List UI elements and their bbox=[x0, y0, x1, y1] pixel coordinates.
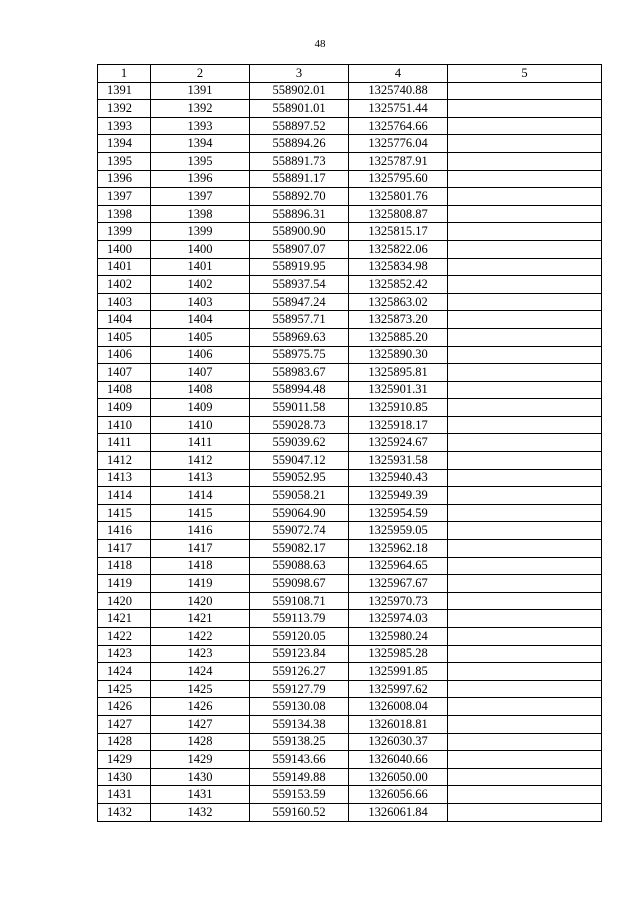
table-row bbox=[98, 610, 602, 628]
note-cell bbox=[448, 452, 602, 470]
y-coordinate-cell: 1325962.18 bbox=[349, 540, 448, 558]
y-coordinate-cell: 1325954.59 bbox=[349, 504, 448, 522]
note-cell bbox=[448, 540, 602, 558]
note-cell bbox=[448, 346, 602, 364]
x-coordinate-cell: 558891.17 bbox=[250, 170, 349, 188]
point-id-cell: 1398 bbox=[151, 205, 250, 223]
table-row bbox=[98, 680, 602, 698]
table-row bbox=[98, 381, 602, 399]
point-number-cell: 1402 bbox=[98, 276, 151, 294]
note-cell bbox=[448, 522, 602, 540]
point-number-cell: 1424 bbox=[98, 663, 151, 681]
table-row bbox=[98, 557, 602, 575]
table-row bbox=[98, 751, 602, 769]
note-cell bbox=[448, 663, 602, 681]
table-row bbox=[98, 715, 602, 733]
point-number-cell: 1407 bbox=[98, 364, 151, 382]
table-row bbox=[98, 469, 602, 487]
y-coordinate-cell: 1325787.91 bbox=[349, 152, 448, 170]
point-id-cell: 1392 bbox=[151, 100, 250, 118]
point-number-cell: 1400 bbox=[98, 240, 151, 258]
header-row bbox=[98, 65, 602, 83]
table-row bbox=[98, 487, 602, 505]
note-cell bbox=[448, 504, 602, 522]
point-number-cell: 1392 bbox=[98, 100, 151, 118]
y-coordinate-cell: 1326050.00 bbox=[349, 768, 448, 786]
x-coordinate-cell: 558969.63 bbox=[250, 328, 349, 346]
point-id-cell: 1399 bbox=[151, 223, 250, 241]
point-number-cell: 1419 bbox=[98, 575, 151, 593]
table-row bbox=[98, 733, 602, 751]
note-cell bbox=[448, 803, 602, 821]
table-row bbox=[98, 188, 602, 206]
x-coordinate-cell: 559098.67 bbox=[250, 575, 349, 593]
note-cell bbox=[448, 381, 602, 399]
point-number-cell: 1405 bbox=[98, 328, 151, 346]
point-number-cell: 1395 bbox=[98, 152, 151, 170]
point-id-cell: 1426 bbox=[151, 698, 250, 716]
y-coordinate-cell: 1325895.81 bbox=[349, 364, 448, 382]
point-number-cell: 1432 bbox=[98, 803, 151, 821]
y-coordinate-cell: 1325910.85 bbox=[349, 399, 448, 417]
x-coordinate-cell: 558994.48 bbox=[250, 381, 349, 399]
y-coordinate-cell: 1325901.31 bbox=[349, 381, 448, 399]
y-coordinate-cell: 1325918.17 bbox=[349, 416, 448, 434]
table-row bbox=[98, 240, 602, 258]
x-coordinate-cell: 558907.07 bbox=[250, 240, 349, 258]
note-cell bbox=[448, 786, 602, 804]
point-id-cell: 1422 bbox=[151, 628, 250, 646]
x-coordinate-cell: 559120.05 bbox=[250, 628, 349, 646]
table-row bbox=[98, 276, 602, 294]
point-id-cell: 1417 bbox=[151, 540, 250, 558]
y-coordinate-cell: 1325959.05 bbox=[349, 522, 448, 540]
table-body bbox=[98, 82, 602, 821]
point-id-cell: 1416 bbox=[151, 522, 250, 540]
point-number-cell: 1394 bbox=[98, 135, 151, 153]
y-coordinate-cell: 1325970.73 bbox=[349, 592, 448, 610]
x-coordinate-cell: 559149.88 bbox=[250, 768, 349, 786]
point-number-cell: 1413 bbox=[98, 469, 151, 487]
point-number-cell: 1431 bbox=[98, 786, 151, 804]
note-cell bbox=[448, 82, 602, 100]
table-row bbox=[98, 117, 602, 135]
point-id-cell: 1430 bbox=[151, 768, 250, 786]
y-coordinate-cell: 1325822.06 bbox=[349, 240, 448, 258]
point-number-cell: 1403 bbox=[98, 293, 151, 311]
x-coordinate-cell: 559130.08 bbox=[250, 698, 349, 716]
note-cell bbox=[448, 645, 602, 663]
y-coordinate-cell: 1325815.17 bbox=[349, 223, 448, 241]
y-coordinate-cell: 1326008.04 bbox=[349, 698, 448, 716]
x-coordinate-cell: 559113.79 bbox=[250, 610, 349, 628]
table-row bbox=[98, 416, 602, 434]
table-row bbox=[98, 522, 602, 540]
table-row bbox=[98, 364, 602, 382]
table-row bbox=[98, 504, 602, 522]
note-cell bbox=[448, 434, 602, 452]
x-coordinate-cell: 559123.84 bbox=[250, 645, 349, 663]
y-coordinate-cell: 1325890.30 bbox=[349, 346, 448, 364]
note-cell bbox=[448, 276, 602, 294]
point-id-cell: 1419 bbox=[151, 575, 250, 593]
point-id-cell: 1396 bbox=[151, 170, 250, 188]
point-id-cell: 1432 bbox=[151, 803, 250, 821]
point-number-cell: 1401 bbox=[98, 258, 151, 276]
y-coordinate-cell: 1325980.24 bbox=[349, 628, 448, 646]
point-number-cell: 1412 bbox=[98, 452, 151, 470]
table-row bbox=[98, 663, 602, 681]
table-row bbox=[98, 592, 602, 610]
x-coordinate-cell: 559028.73 bbox=[250, 416, 349, 434]
note-cell bbox=[448, 698, 602, 716]
x-coordinate-cell: 558901.01 bbox=[250, 100, 349, 118]
point-number-cell: 1429 bbox=[98, 751, 151, 769]
point-number-cell: 1409 bbox=[98, 399, 151, 417]
x-coordinate-cell: 559047.12 bbox=[250, 452, 349, 470]
note-cell bbox=[448, 628, 602, 646]
point-number-cell: 1420 bbox=[98, 592, 151, 610]
point-number-cell: 1411 bbox=[98, 434, 151, 452]
note-cell bbox=[448, 205, 602, 223]
table-row bbox=[98, 223, 602, 241]
y-coordinate-cell: 1325967.67 bbox=[349, 575, 448, 593]
point-id-cell: 1394 bbox=[151, 135, 250, 153]
point-id-cell: 1410 bbox=[151, 416, 250, 434]
y-coordinate-cell: 1326056.66 bbox=[349, 786, 448, 804]
point-number-cell: 1418 bbox=[98, 557, 151, 575]
note-cell bbox=[448, 733, 602, 751]
x-coordinate-cell: 559088.63 bbox=[250, 557, 349, 575]
table-header bbox=[98, 65, 602, 83]
y-coordinate-cell: 1325931.58 bbox=[349, 452, 448, 470]
x-coordinate-cell: 559052.95 bbox=[250, 469, 349, 487]
point-id-cell: 1412 bbox=[151, 452, 250, 470]
point-number-cell: 1398 bbox=[98, 205, 151, 223]
column-header-1: 1 bbox=[98, 65, 151, 83]
point-id-cell: 1402 bbox=[151, 276, 250, 294]
point-id-cell: 1393 bbox=[151, 117, 250, 135]
table-row bbox=[98, 575, 602, 593]
x-coordinate-cell: 559160.52 bbox=[250, 803, 349, 821]
point-id-cell: 1418 bbox=[151, 557, 250, 575]
point-id-cell: 1425 bbox=[151, 680, 250, 698]
y-coordinate-cell: 1325924.67 bbox=[349, 434, 448, 452]
point-id-cell: 1391 bbox=[151, 82, 250, 100]
y-coordinate-cell: 1326030.37 bbox=[349, 733, 448, 751]
x-coordinate-cell: 559082.17 bbox=[250, 540, 349, 558]
table-row bbox=[98, 803, 602, 821]
x-coordinate-cell: 559127.79 bbox=[250, 680, 349, 698]
y-coordinate-cell: 1325776.04 bbox=[349, 135, 448, 153]
point-number-cell: 1428 bbox=[98, 733, 151, 751]
page-number: 48 bbox=[314, 38, 326, 50]
y-coordinate-cell: 1325863.02 bbox=[349, 293, 448, 311]
note-cell bbox=[448, 100, 602, 118]
note-cell bbox=[448, 223, 602, 241]
table-row bbox=[98, 311, 602, 329]
table-row bbox=[98, 346, 602, 364]
point-id-cell: 1407 bbox=[151, 364, 250, 382]
table-row bbox=[98, 205, 602, 223]
x-coordinate-cell: 559108.71 bbox=[250, 592, 349, 610]
note-cell bbox=[448, 575, 602, 593]
column-header-4: 4 bbox=[349, 65, 448, 83]
point-number-cell: 1414 bbox=[98, 487, 151, 505]
x-coordinate-cell: 559153.59 bbox=[250, 786, 349, 804]
y-coordinate-cell: 1326040.66 bbox=[349, 751, 448, 769]
table-row bbox=[98, 434, 602, 452]
note-cell bbox=[448, 469, 602, 487]
point-id-cell: 1420 bbox=[151, 592, 250, 610]
point-number-cell: 1425 bbox=[98, 680, 151, 698]
point-id-cell: 1428 bbox=[151, 733, 250, 751]
point-id-cell: 1408 bbox=[151, 381, 250, 399]
point-number-cell: 1397 bbox=[98, 188, 151, 206]
table-row bbox=[98, 152, 602, 170]
y-coordinate-cell: 1325801.76 bbox=[349, 188, 448, 206]
note-cell bbox=[448, 293, 602, 311]
x-coordinate-cell: 558896.31 bbox=[250, 205, 349, 223]
point-number-cell: 1399 bbox=[98, 223, 151, 241]
coordinates-table bbox=[97, 64, 602, 822]
x-coordinate-cell: 558937.54 bbox=[250, 276, 349, 294]
x-coordinate-cell: 559039.62 bbox=[250, 434, 349, 452]
x-coordinate-cell: 558894.26 bbox=[250, 135, 349, 153]
y-coordinate-cell: 1325997.62 bbox=[349, 680, 448, 698]
note-cell bbox=[448, 715, 602, 733]
y-coordinate-cell: 1325873.20 bbox=[349, 311, 448, 329]
point-id-cell: 1405 bbox=[151, 328, 250, 346]
note-cell bbox=[448, 258, 602, 276]
note-cell bbox=[448, 311, 602, 329]
x-coordinate-cell: 559143.66 bbox=[250, 751, 349, 769]
point-number-cell: 1416 bbox=[98, 522, 151, 540]
note-cell bbox=[448, 117, 602, 135]
point-number-cell: 1406 bbox=[98, 346, 151, 364]
note-cell bbox=[448, 557, 602, 575]
note-cell bbox=[448, 152, 602, 170]
y-coordinate-cell: 1325795.60 bbox=[349, 170, 448, 188]
x-coordinate-cell: 558892.70 bbox=[250, 188, 349, 206]
x-coordinate-cell: 558897.52 bbox=[250, 117, 349, 135]
y-coordinate-cell: 1325991.85 bbox=[349, 663, 448, 681]
note-cell bbox=[448, 240, 602, 258]
y-coordinate-cell: 1326061.84 bbox=[349, 803, 448, 821]
point-id-cell: 1424 bbox=[151, 663, 250, 681]
y-coordinate-cell: 1326018.81 bbox=[349, 715, 448, 733]
table-row bbox=[98, 328, 602, 346]
table-row bbox=[98, 628, 602, 646]
note-cell bbox=[448, 416, 602, 434]
table-row bbox=[98, 170, 602, 188]
x-coordinate-cell: 558975.75 bbox=[250, 346, 349, 364]
x-coordinate-cell: 559072.74 bbox=[250, 522, 349, 540]
y-coordinate-cell: 1325834.98 bbox=[349, 258, 448, 276]
point-id-cell: 1401 bbox=[151, 258, 250, 276]
point-id-cell: 1427 bbox=[151, 715, 250, 733]
table-row bbox=[98, 258, 602, 276]
note-cell bbox=[448, 328, 602, 346]
note-cell bbox=[448, 170, 602, 188]
point-id-cell: 1400 bbox=[151, 240, 250, 258]
column-header-2: 2 bbox=[151, 65, 250, 83]
point-number-cell: 1408 bbox=[98, 381, 151, 399]
point-id-cell: 1406 bbox=[151, 346, 250, 364]
note-cell bbox=[448, 680, 602, 698]
point-number-cell: 1421 bbox=[98, 610, 151, 628]
x-coordinate-cell: 558947.24 bbox=[250, 293, 349, 311]
point-number-cell: 1430 bbox=[98, 768, 151, 786]
table-row bbox=[98, 399, 602, 417]
point-number-cell: 1423 bbox=[98, 645, 151, 663]
point-id-cell: 1409 bbox=[151, 399, 250, 417]
y-coordinate-cell: 1325885.20 bbox=[349, 328, 448, 346]
column-header-3: 3 bbox=[250, 65, 349, 83]
y-coordinate-cell: 1325974.03 bbox=[349, 610, 448, 628]
point-id-cell: 1413 bbox=[151, 469, 250, 487]
y-coordinate-cell: 1325740.88 bbox=[349, 82, 448, 100]
point-id-cell: 1395 bbox=[151, 152, 250, 170]
table-row bbox=[98, 135, 602, 153]
table-row bbox=[98, 768, 602, 786]
table-row bbox=[98, 293, 602, 311]
point-number-cell: 1404 bbox=[98, 311, 151, 329]
y-coordinate-cell: 1325964.65 bbox=[349, 557, 448, 575]
point-id-cell: 1414 bbox=[151, 487, 250, 505]
point-number-cell: 1415 bbox=[98, 504, 151, 522]
point-number-cell: 1426 bbox=[98, 698, 151, 716]
x-coordinate-cell: 559138.25 bbox=[250, 733, 349, 751]
note-cell bbox=[448, 487, 602, 505]
x-coordinate-cell: 559058.21 bbox=[250, 487, 349, 505]
y-coordinate-cell: 1325852.42 bbox=[349, 276, 448, 294]
point-number-cell: 1417 bbox=[98, 540, 151, 558]
table-row bbox=[98, 82, 602, 100]
y-coordinate-cell: 1325808.87 bbox=[349, 205, 448, 223]
point-id-cell: 1397 bbox=[151, 188, 250, 206]
note-cell bbox=[448, 364, 602, 382]
column-header-5: 5 bbox=[448, 65, 602, 83]
note-cell bbox=[448, 399, 602, 417]
point-id-cell: 1411 bbox=[151, 434, 250, 452]
point-id-cell: 1429 bbox=[151, 751, 250, 769]
table-row bbox=[98, 452, 602, 470]
y-coordinate-cell: 1325940.43 bbox=[349, 469, 448, 487]
x-coordinate-cell: 558983.67 bbox=[250, 364, 349, 382]
x-coordinate-cell: 559064.90 bbox=[250, 504, 349, 522]
table-row bbox=[98, 540, 602, 558]
point-number-cell: 1410 bbox=[98, 416, 151, 434]
table-row bbox=[98, 698, 602, 716]
point-id-cell: 1421 bbox=[151, 610, 250, 628]
table-row bbox=[98, 645, 602, 663]
point-number-cell: 1391 bbox=[98, 82, 151, 100]
point-number-cell: 1422 bbox=[98, 628, 151, 646]
y-coordinate-cell: 1325985.28 bbox=[349, 645, 448, 663]
y-coordinate-cell: 1325949.39 bbox=[349, 487, 448, 505]
x-coordinate-cell: 559134.38 bbox=[250, 715, 349, 733]
x-coordinate-cell: 559126.27 bbox=[250, 663, 349, 681]
y-coordinate-cell: 1325764.66 bbox=[349, 117, 448, 135]
x-coordinate-cell: 558957.71 bbox=[250, 311, 349, 329]
y-coordinate-cell: 1325751.44 bbox=[349, 100, 448, 118]
x-coordinate-cell: 558900.90 bbox=[250, 223, 349, 241]
note-cell bbox=[448, 768, 602, 786]
point-id-cell: 1423 bbox=[151, 645, 250, 663]
point-id-cell: 1404 bbox=[151, 311, 250, 329]
point-id-cell: 1415 bbox=[151, 504, 250, 522]
point-id-cell: 1431 bbox=[151, 786, 250, 804]
point-number-cell: 1427 bbox=[98, 715, 151, 733]
point-number-cell: 1393 bbox=[98, 117, 151, 135]
point-id-cell: 1403 bbox=[151, 293, 250, 311]
x-coordinate-cell: 558919.95 bbox=[250, 258, 349, 276]
note-cell bbox=[448, 592, 602, 610]
table-row bbox=[98, 100, 602, 118]
note-cell bbox=[448, 135, 602, 153]
note-cell bbox=[448, 188, 602, 206]
note-cell bbox=[448, 751, 602, 769]
x-coordinate-cell: 559011.58 bbox=[250, 399, 349, 417]
point-number-cell: 1396 bbox=[98, 170, 151, 188]
x-coordinate-cell: 558891.73 bbox=[250, 152, 349, 170]
x-coordinate-cell: 558902.01 bbox=[250, 82, 349, 100]
table-row bbox=[98, 786, 602, 804]
note-cell bbox=[448, 610, 602, 628]
